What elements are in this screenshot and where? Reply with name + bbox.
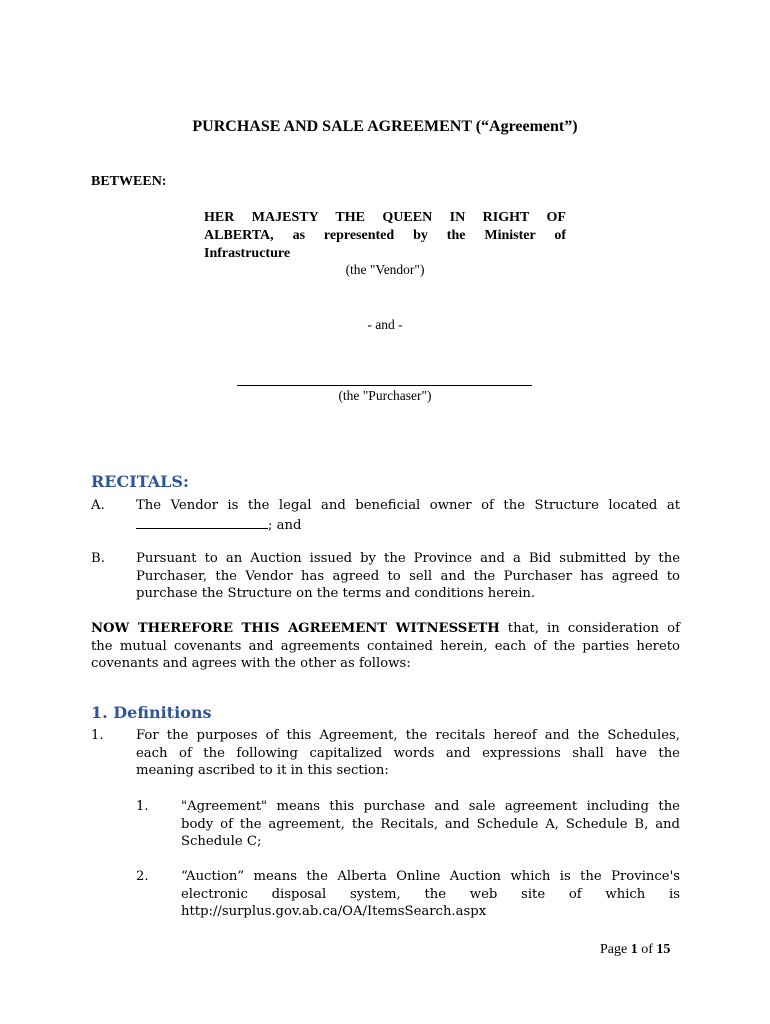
between-label: BETWEEN: bbox=[91, 174, 167, 189]
vendor-party-line: Infrastructure bbox=[204, 246, 291, 261]
definition-line: “Auction” means the Alberta Online Auction which is the Province's bbox=[181, 869, 680, 884]
page-number bbox=[600, 942, 670, 958]
recitals-heading: RECITALS: bbox=[91, 472, 189, 491]
definition-auction bbox=[136, 868, 680, 922]
definition-agreement bbox=[136, 798, 680, 852]
definition-line: "Agreement" means this purchase and sale agreement including the bbox=[181, 799, 680, 814]
definition-line: electronic disposal system, the web site of which is bbox=[181, 886, 680, 902]
page-current: 1 bbox=[630, 942, 638, 957]
definitions-intro bbox=[91, 727, 680, 781]
definition-number: 1. bbox=[136, 799, 149, 814]
witnesseth-rest: that, in consideration of bbox=[499, 621, 680, 636]
recital-number: A. bbox=[91, 498, 105, 513]
location-blank bbox=[136, 515, 268, 529]
recital-text bbox=[136, 550, 680, 603]
clause-line: meaning ascribed to it in this section: bbox=[136, 763, 389, 778]
vendor-party-line: ALBERTA, as represented by the Minister of bbox=[204, 228, 566, 243]
definition-line: body of the agreement, the Recitals, and Schedule A, Schedule B, and bbox=[181, 816, 680, 832]
recital-line: Pursuant to an Auction issued by the Province and a Bid submitted by the bbox=[136, 551, 680, 566]
clause-line: each of the following capitalized words and expressions shall have the bbox=[136, 745, 680, 761]
recital-text bbox=[136, 497, 680, 534]
recital-line bbox=[136, 515, 680, 535]
clause-number: 1. bbox=[91, 728, 104, 743]
vendor-party-line: HER MAJESTY THE QUEEN IN RIGHT OF bbox=[204, 210, 566, 225]
witnesseth-line bbox=[91, 620, 680, 638]
recital-number: B. bbox=[91, 551, 105, 566]
purchaser-role-label: (the "Purchaser") bbox=[338, 388, 432, 403]
page-of: of bbox=[637, 942, 657, 957]
witnesseth-line: the mutual covenants and agreements contained herein, each of the parties hereto bbox=[91, 638, 680, 654]
recital-line: Purchaser, the Vendor has agreed to sell and the Purchaser has agreed to bbox=[136, 568, 680, 584]
recital-line: The Vendor is the legal and beneficial owner of the Structure located at bbox=[136, 498, 680, 513]
definition-number: 2. bbox=[136, 869, 149, 884]
witnesseth-paragraph bbox=[91, 620, 680, 674]
document-title: PURCHASE AND SALE AGREEMENT (“Agreement”) bbox=[192, 118, 578, 135]
and-separator: - and - bbox=[367, 317, 403, 332]
clause-line: For the purposes of this Agreement, the recitals hereof and the Schedules, bbox=[136, 728, 680, 743]
definitions-heading: 1. Definitions bbox=[91, 703, 212, 722]
vendor-role-label: (the "Vendor") bbox=[345, 262, 425, 277]
recital-line: purchase the Structure on the terms and conditions herein. bbox=[136, 586, 536, 601]
recital-item-a bbox=[91, 497, 680, 533]
definition-line: Schedule C; bbox=[181, 834, 262, 849]
recital-line-tail: ; and bbox=[268, 517, 302, 533]
page-total: 15 bbox=[656, 942, 671, 957]
witnesseth-line: covenants and agrees with the other as follows: bbox=[91, 656, 411, 671]
auction-url-link[interactable]: http://surplus.gov.ab.ca/OA/ItemsSearch.aspx bbox=[181, 904, 487, 919]
purchaser-name-blank-line bbox=[237, 385, 532, 386]
witnesseth-bold: NOW THEREFORE THIS AGREEMENT WITNESSETH bbox=[91, 621, 500, 636]
vendor-party-name bbox=[204, 209, 566, 263]
page-word: Page bbox=[600, 942, 631, 957]
recital-item-b bbox=[91, 550, 680, 604]
